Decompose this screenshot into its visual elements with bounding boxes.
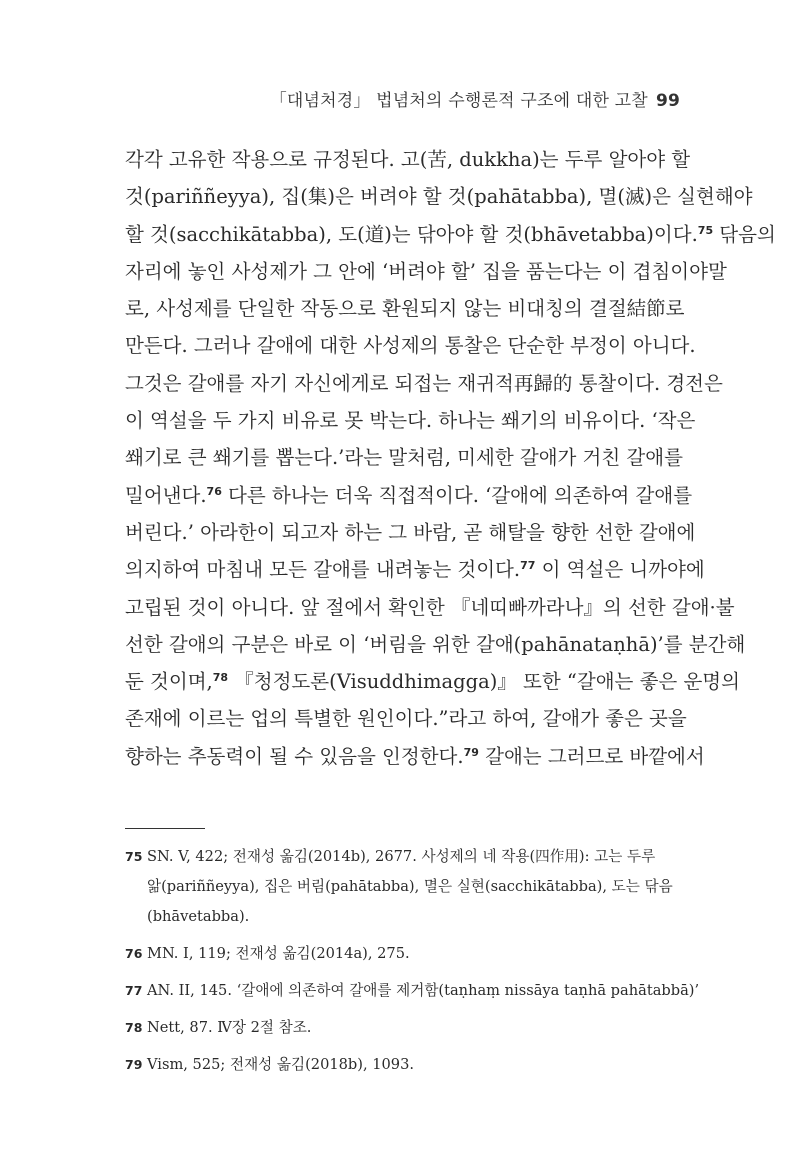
footnote-77 — [125, 976, 700, 1006]
footnote-marker[interactable]: 75 — [697, 223, 714, 237]
body-line — [125, 738, 705, 775]
body-line-text: 의지하여 마침내 모든 갈애를 내려놓는 것이다. — [125, 558, 521, 582]
footnote-text: Nett, 87. Ⅳ장 2절 참조. — [147, 1019, 312, 1036]
body-line-text: 만든다. 그러나 갈애에 대한 사성제의 통찰은 단순한 부정이 아니다. — [125, 334, 696, 358]
body-text — [125, 141, 776, 775]
footnotes — [125, 842, 700, 1080]
body-line — [125, 514, 696, 551]
footnote-line — [125, 872, 675, 902]
body-line-text: 로, 사성제를 단일한 작동으로 환원되지 않는 비대칭의 결절結節로 — [125, 297, 685, 321]
body-line-text: 그것은 갈애를 자기 자신에게로 되접는 재귀적再歸的 통찰이다. 경전은 — [125, 371, 723, 395]
footnote-line — [125, 976, 700, 1006]
footnote-marker[interactable]: 76 — [206, 484, 222, 498]
body-line-text: 선한 갈애의 구분은 바로 이 ‘버림을 위한 갈애(pahānataṇhā)’를 분간해 — [125, 632, 746, 656]
footnote-text: 앎(pariññeyya), 집은 버림(pahātabba), 멸은 실현(sacchikātabba), 도는 닦음 — [147, 878, 673, 895]
body-line-text-after: 『청정도론(Visuddhimagga)』 또한 “갈애는 좋은 운명의 — [228, 670, 740, 694]
body-line-text: 향하는 추동력이 될 수 있음을 인정한다. — [125, 744, 464, 768]
body-line-text: 둔 것이며, — [125, 670, 213, 694]
body-line — [125, 477, 693, 514]
footnote-marker[interactable]: 77 — [520, 559, 536, 573]
body-line — [125, 700, 687, 737]
body-line — [125, 551, 705, 588]
footnote-line — [125, 842, 675, 872]
body-line-text: 밀어낸다. — [125, 483, 207, 507]
footnote-text: MN. I, 119; 전재성 옮김(2014a), 275. — [147, 945, 410, 962]
footnote-number: 76 — [125, 946, 143, 961]
footnote-number: 77 — [125, 983, 143, 998]
footnote-line — [125, 939, 675, 969]
body-line-text: 할 것(sacchikātabba), 도(道)는 닦아야 할 것(bhāvetabba)이다. — [125, 222, 698, 246]
footnote-line — [125, 1013, 675, 1043]
footnote-78 — [125, 1013, 675, 1043]
footnote-text: AN. II, 145. ‘갈애에 의존하여 갈애를 제거함(taṇhaṃ nissāya taṇhā pahātabbā)’ — [147, 982, 700, 999]
body-line — [125, 365, 723, 402]
footnote-79 — [125, 1050, 675, 1080]
body-line-text-after: 갈애는 그러므로 바깥에서 — [478, 744, 705, 768]
body-line — [125, 626, 746, 663]
body-line-text: 고립된 것이 아니다. 앞 절에서 확인한 『네띠빠까라나』의 선한 갈애·불 — [125, 595, 735, 619]
body-line — [125, 290, 685, 327]
body-line — [125, 439, 683, 476]
footnote-line — [125, 1050, 675, 1080]
body-line-text: 자리에 놓인 사성제가 그 안에 ‘버려야 할’ 집을 품는다는 이 겹침이야말 — [125, 259, 727, 283]
running-header — [270, 86, 680, 111]
footnote-text: Vism, 525; 전재성 옮김(2018b), 1093. — [147, 1056, 415, 1073]
body-line — [125, 402, 696, 439]
body-line-text: 존재에 이르는 업의 특별한 원인이다.”라고 하여, 갈애가 좋은 곳을 — [125, 707, 687, 731]
footnote-number: 75 — [125, 849, 143, 864]
header-title: 「대념처경」 법념처의 수행론적 구조에 대한 고찰 — [269, 91, 648, 111]
footnote-76 — [125, 939, 675, 969]
body-line — [125, 216, 776, 253]
body-line — [125, 589, 735, 626]
body-line — [125, 141, 691, 178]
body-line-text: 이 역설을 두 가지 비유로 못 박는다. 하나는 쐐기의 비유이다. ‘작은 — [125, 409, 696, 433]
footnote-number: 78 — [125, 1020, 143, 1035]
footnote-number: 79 — [125, 1057, 143, 1072]
body-line-text: 쐐기로 큰 쐐기를 뽑는다.’라는 말처럼, 미세한 갈애가 거친 갈애를 — [125, 446, 683, 470]
footnote-text: SN. V, 422; 전재성 옮김(2014b), 2677. 사성제의 네 작용(四作用): 고는 두루 — [147, 848, 656, 865]
footnote-divider — [125, 828, 205, 829]
body-line — [125, 663, 740, 700]
page-number: 99 — [655, 91, 680, 111]
footnote-marker[interactable]: 79 — [463, 745, 479, 759]
footnote-75 — [125, 842, 675, 932]
body-line-text: 것(pariññeyya), 집(集)은 버려야 할 것(pahātabba), 멸(滅)은 실현해야 — [125, 185, 753, 209]
body-line — [125, 253, 727, 290]
footnote-text: (bhāvetabba). — [147, 908, 250, 925]
footnote-marker[interactable]: 78 — [212, 671, 229, 685]
body-line — [125, 178, 753, 215]
body-line-text: 각각 고유한 작용으로 규정된다. 고(苦, dukkha)는 두루 알아야 할 — [125, 148, 691, 171]
body-line-text: 버린다.’ 아라한이 되고자 하는 그 바람, 곧 해탈을 향한 선한 갈애에 — [125, 520, 696, 544]
body-line-text-after: 다른 하나는 더욱 직접적이다. ‘갈애에 의존하여 갈애를 — [221, 483, 693, 507]
body-line-text-after: 이 역설은 니까야에 — [535, 558, 705, 582]
body-line-text-after: 닦음의 — [713, 222, 776, 246]
footnote-line — [125, 902, 675, 932]
body-line — [125, 327, 696, 364]
